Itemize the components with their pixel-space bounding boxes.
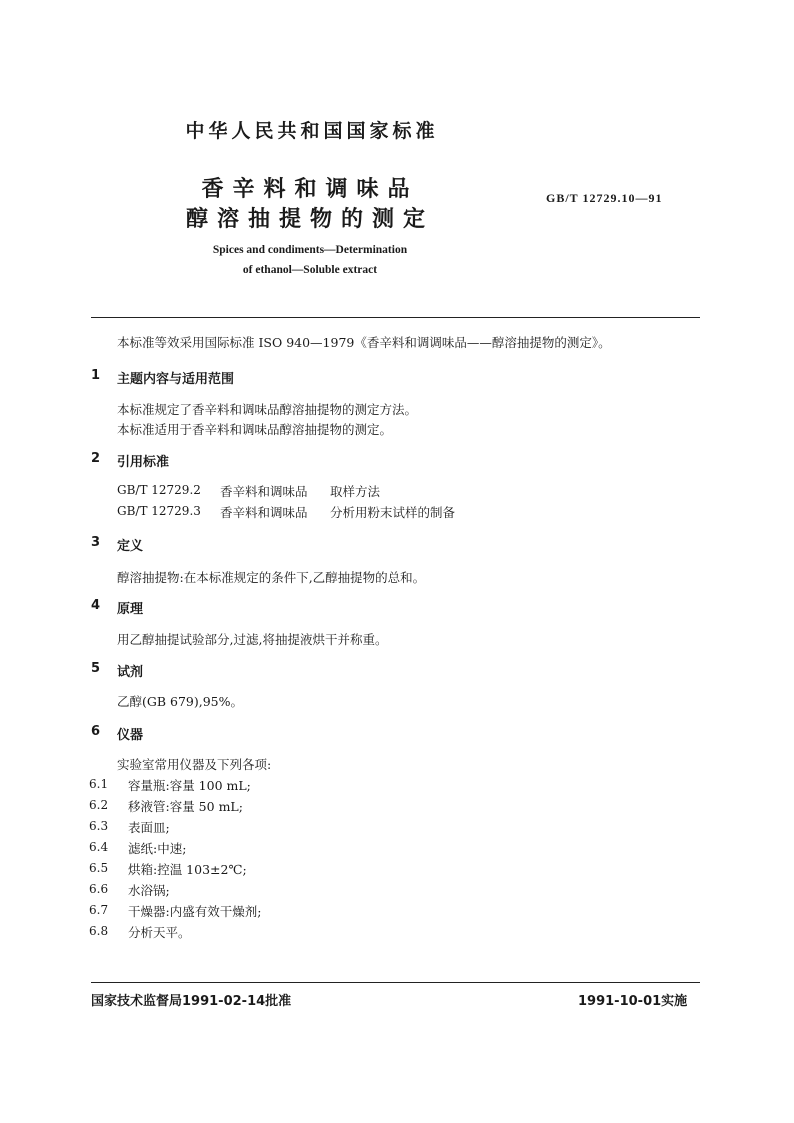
- section-3-text: 醇溶抽提物:在本标准规定的条件下,乙醇抽提物的总和。: [117, 570, 426, 585]
- english-title-line-2: of ethanol—Soluble extract: [242, 264, 378, 276]
- item-text: 移液管:容量 50 mL;: [128, 799, 243, 814]
- item-text: 烘箱:控温 103±2℃;: [128, 862, 247, 877]
- section-5-number: 5: [91, 661, 101, 676]
- reference-code: GB/T 12729.2: [117, 483, 201, 497]
- item-number: 6.5: [89, 861, 109, 875]
- item-text: 表面皿;: [128, 820, 170, 835]
- reference-category: 香辛料和调味品: [220, 505, 308, 520]
- item-text: 水浴锅;: [128, 883, 170, 898]
- section-3-title: 定义: [117, 539, 144, 554]
- reference-title: 取样方法: [330, 484, 381, 499]
- section-4-title: 原理: [117, 602, 144, 617]
- issuing-agency: 中华人民共和国国家标准: [185, 120, 439, 142]
- item-number: 6.7: [89, 903, 109, 917]
- item-number: 6.4: [89, 840, 109, 854]
- section-3-number: 3: [91, 535, 101, 550]
- item-number: 6.3: [89, 819, 109, 833]
- intro-paragraph: 本标准等效采用国际标准 ISO 940—1979《香辛料和调调味品——醇溶抽提物的测定》。: [117, 335, 611, 350]
- title-line-2: 醇溶抽提物的测定: [185, 207, 434, 232]
- header-divider: [91, 317, 700, 318]
- section-1-title: 主题内容与适用范围: [117, 372, 235, 387]
- reference-title: 分析用粉末试样的制备: [330, 505, 456, 520]
- title-line-1: 香辛料和调味品: [201, 177, 419, 202]
- section-2-number: 2: [91, 451, 101, 466]
- item-text: 分析天平。: [128, 925, 191, 940]
- footer-divider: [91, 982, 700, 983]
- section-4-number: 4: [91, 598, 101, 613]
- section-5-title: 试剂: [117, 665, 144, 680]
- section-6-intro: 实验室常用仪器及下列各项:: [117, 757, 272, 772]
- item-text: 滤纸:中速;: [128, 841, 187, 856]
- effective-date: 1991-10-01实施: [578, 994, 688, 1009]
- section-1-line-2: 本标准适用于香辛料和调味品醇溶抽提物的测定。: [117, 422, 393, 437]
- section-6-title: 仪器: [117, 728, 144, 743]
- standard-code: GB/T 12729.10—91: [546, 191, 663, 205]
- item-number: 6.1: [89, 777, 109, 791]
- section-1-line-1: 本标准规定了香辛料和调味品醇溶抽提物的测定方法。: [117, 402, 418, 417]
- section-6-number: 6: [91, 724, 101, 739]
- reference-code: GB/T 12729.3: [117, 504, 201, 518]
- item-number: 6.8: [89, 924, 109, 938]
- english-title-line-1: Spices and condiments—Determination: [212, 244, 408, 256]
- reference-category: 香辛料和调味品: [220, 484, 308, 499]
- section-5-text: 乙醇(GB 679),95%。: [117, 694, 244, 709]
- section-4-text: 用乙醇抽提试验部分,过滤,将抽提液烘干并称重。: [117, 632, 388, 647]
- section-2-title: 引用标准: [117, 455, 170, 470]
- item-number: 6.2: [89, 798, 109, 812]
- approval-date: 国家技术监督局1991-02-14批准: [91, 994, 292, 1009]
- item-text: 容量瓶:容量 100 mL;: [128, 778, 251, 793]
- item-number: 6.6: [89, 882, 109, 896]
- item-text: 干燥器:内盛有效干燥剂;: [128, 904, 262, 919]
- section-1-number: 1: [91, 368, 101, 383]
